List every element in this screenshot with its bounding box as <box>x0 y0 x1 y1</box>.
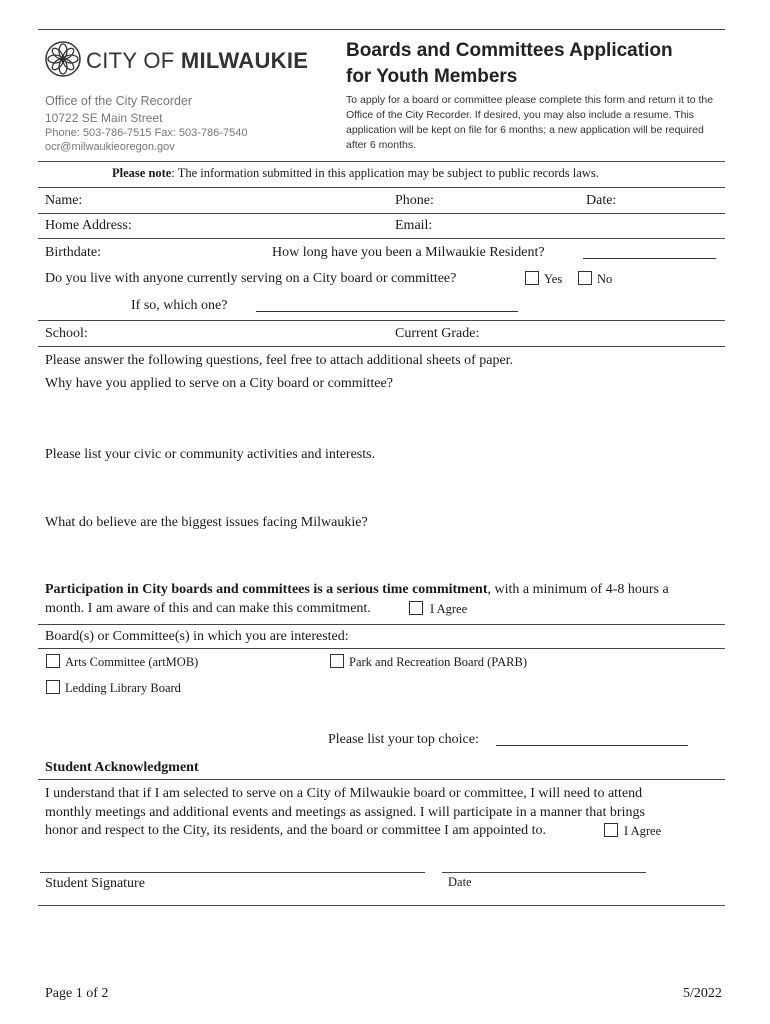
acknowledgment-line-1: I understand that if I am selected to serve on a City of Milwaukie board or committee, I will need to attend <box>45 786 643 801</box>
which-one-blank[interactable] <box>256 299 518 317</box>
question-why-apply: Why have you applied to serve on a City board or committee? <box>45 376 393 391</box>
office-address: 10722 SE Main Street <box>45 111 163 125</box>
form-version: 5/2022 <box>683 986 722 1001</box>
title-line-2: for Youth Members <box>346 66 518 87</box>
arts-committee-label: Arts Committee (artMOB) <box>65 655 199 669</box>
note-text: : The information submitted in this application may be subject to public records laws. <box>171 166 599 180</box>
city-wordmark <box>86 48 308 74</box>
birthdate-label: Birthdate: <box>45 245 101 260</box>
commitment-agree-label: I Agree <box>430 602 468 616</box>
commitment-text-1: , with a minimum of 4-8 hours a <box>487 582 669 597</box>
acknowledgment-heading: Student Acknowledgment <box>45 760 199 775</box>
name-row-rule <box>38 213 725 214</box>
wordmark-prefix: CITY OF <box>86 48 181 73</box>
office-phone-fax: Phone: 503-786-7515 Fax: 503-786-7540 <box>45 127 248 139</box>
commitment-bold: Participation in City boards and committees is a serious time commitment <box>45 582 488 597</box>
question-civic-activities: Please list your civic or community activities and interests. <box>45 447 376 462</box>
student-signature-label: Student Signature <box>45 876 145 891</box>
page-number: Page 1 of 2 <box>45 986 109 1001</box>
note-rule <box>38 187 725 188</box>
name-label: Name: <box>45 193 83 208</box>
ledding-library-checkbox[interactable] <box>46 680 60 694</box>
date-label: Date: <box>586 193 617 208</box>
commitment-line-1 <box>45 582 669 598</box>
top-choice-label: Please list your top choice: <box>328 732 479 747</box>
address-row-rule <box>38 238 725 239</box>
office-name: Office of the City Recorder <box>45 94 193 108</box>
acknowledgment-line-3: honor and respect to the City, its residents, and the board or committee I am appointed to. <box>45 823 547 838</box>
resident-duration-blank[interactable] <box>583 246 716 264</box>
yes-label: Yes <box>544 272 563 286</box>
form-title <box>346 38 673 90</box>
school-row-rule <box>38 346 725 347</box>
yes-checkbox[interactable] <box>525 271 539 285</box>
commitment-text-2: month. I am aware of this and can make this commitment. <box>45 601 371 616</box>
signature-date-line[interactable] <box>442 872 646 873</box>
signature-rule <box>38 905 725 906</box>
no-checkbox[interactable] <box>578 271 592 285</box>
city-logo <box>44 40 82 83</box>
home-address-label: Home Address: <box>45 218 132 233</box>
arts-committee-checkbox[interactable] <box>46 654 60 668</box>
student-signature-line[interactable] <box>40 872 425 873</box>
note-label: Please note <box>112 166 172 180</box>
office-email: ocr@milwaukieoregon.gov <box>45 141 175 153</box>
signature-date-label: Date <box>448 875 472 889</box>
grade-label: Current Grade: <box>395 326 480 341</box>
questions-intro: Please answer the following questions, feel free to attach additional sheets of paper. <box>45 353 514 368</box>
boards-heading-rule <box>38 648 725 649</box>
acknowledgment-agree-label: I Agree <box>624 824 662 838</box>
flower-emblem-icon <box>44 40 82 78</box>
intro-paragraph: To apply for a board or committee please complete this form and return it to the Office of the City Recorder. If desired, you may also include a resume. This application will be kept on file for 6 months; a new application will be required after 6 months. <box>346 94 714 151</box>
top-rule <box>38 29 725 30</box>
boards-heading: Board(s) or Committee(s) in which you are interested: <box>45 629 349 644</box>
living-with-member-question: Do you live with anyone currently serving on a City board or committee? <box>45 271 457 286</box>
ledding-library-label: Ledding Library Board <box>65 681 181 695</box>
no-label: No <box>597 272 613 286</box>
question-biggest-issues: What do believe are the biggest issues facing Milwaukie? <box>45 515 368 530</box>
school-label: School: <box>45 326 88 341</box>
which-one-label: If so, which one? <box>131 298 228 313</box>
phone-label: Phone: <box>395 193 434 208</box>
commitment-agree-checkbox[interactable] <box>409 601 423 615</box>
park-recreation-label: Park and Recreation Board (PARB) <box>349 655 527 669</box>
title-line-1: Boards and Committees Application <box>346 40 673 61</box>
public-records-note <box>112 166 599 181</box>
acknowledgment-line-2: monthly meetings and additional events and meetings as assigned. I will participate in a manner that brings <box>45 805 645 820</box>
resident-question: How long have you been a Milwaukie Resident? <box>272 245 545 260</box>
park-recreation-checkbox[interactable] <box>330 654 344 668</box>
header-rule <box>38 161 725 162</box>
which-one-rule <box>38 320 725 321</box>
acknowledgment-agree-checkbox[interactable] <box>604 823 618 837</box>
email-label: Email: <box>395 218 433 233</box>
wordmark-name: MILWAUKIE <box>180 48 309 73</box>
top-choice-blank[interactable] <box>496 733 688 751</box>
acknowledgment-rule <box>38 779 725 780</box>
commitment-rule <box>38 624 725 625</box>
